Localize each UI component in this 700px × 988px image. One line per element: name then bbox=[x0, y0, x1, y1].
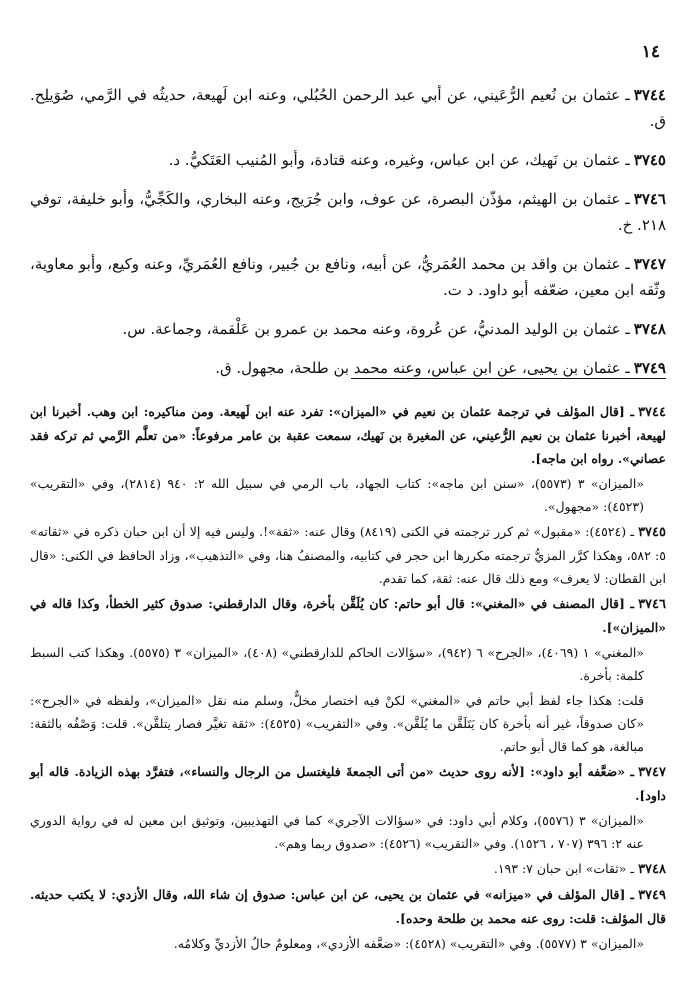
footnote-number: ٣٧٤٤ bbox=[638, 405, 666, 420]
entry-text: ـ عثمان بن الهيثم، مؤذّن البصرة، عن عوف، وابن جُرَيج، وعنه البخاري، والكَجِّيُّ، وأبو خليفة، توفي ٢١٨. خ. bbox=[30, 190, 666, 234]
footnote-3744 bbox=[30, 400, 666, 470]
entry-3744 bbox=[30, 82, 666, 134]
footnote-reference: «الميزان» ٣ (٥٥٧٣)، «سنن ابن ماجه»: كتاب الجهاد، باب الرمي في سبيل الله ٢: ٩٤٠ (٢٨١٤)، وفي «التقريب» (٤٥٢٣): «مجهول». bbox=[30, 476, 644, 514]
entry-text: ـ عثمان بن واقد بن محمد العُمَريُّ، عن أبيه، ونافع بن جُبير، ونافع العُمَريِّ، وعنه وكيع، وأبو معاوية، وثّقه ابن معين، ضعّفه أبو داود. د ت. bbox=[30, 255, 666, 299]
entry-number: ٣٧٤٨ bbox=[633, 320, 666, 338]
entry-text: ـ عثمان بن الوليد المدنيُّ، عن عُروة، وعنه محمد بن عمرو بن عَلْقمة، وجماعة. س. bbox=[122, 320, 630, 338]
entry-number: ٣٧٤٩ bbox=[633, 359, 666, 377]
entry-text: ـ عثمان بن نُعيم الرُّعَيني، عن أبي عبد الرحمن الحُبُلي، وعنه ابن لَهيعة، حديثُه في الرَّمي، صُوَيلِح. ق. bbox=[30, 86, 666, 130]
footnote-number: ٣٧٤٦ bbox=[638, 597, 666, 612]
entry-3748 bbox=[30, 316, 666, 342]
footnote-number: ٣٧٤٨ bbox=[638, 862, 666, 877]
footnote-3749 bbox=[30, 883, 666, 930]
footnote-text: ـ [قال المصنف في «المغني»: قال أبو حاتم: كان يُلَقَّن بأخرة، وقال الدارقطني: صدوق كثير الخطأ، وكذا قاله في «الميزان»]. bbox=[30, 596, 666, 635]
footnotes bbox=[30, 400, 666, 957]
footnote-text: ـ «ثقات» ابن حبان ٧: ١٩٣. bbox=[493, 861, 635, 876]
footnote-text: ـ [قال المؤلف في «ميزانه» في عثمان بن يحيى، عن ابن عباس: صدوق إن شاء الله، وقال الأزدي: لا يكتب حديثه. قال المؤلف: قلت: روى عنه محمد بن طلحة وحده]. bbox=[30, 887, 666, 926]
footnote-text: ـ «ضعَّفه أبو داود»: [لأنه روى حديث «من أتى الجمعةَ فليغتسل من الرجال والنساء»، فتفرَّد بهذه الزيادة. قاله أبو داود]. bbox=[30, 764, 666, 803]
footnote-divider bbox=[351, 378, 666, 379]
footnote-number: ٣٧٤٧ bbox=[638, 765, 666, 780]
entry-number: ٣٧٤٥ bbox=[633, 151, 666, 169]
page-number: ١٤ bbox=[641, 42, 660, 62]
entry-number: ٣٧٤٧ bbox=[633, 255, 666, 273]
footnote-reference: «المغني» ١ (٤٠٦٩)، «الجرح» ٦ (٩٤٢)، «سؤالات الحاكم للدارقطني» (٤٠٨)، «الميزان» ٣ (٥٥٧٥). وهكذا كتب السبط كلمة: بأخرة. bbox=[30, 645, 644, 683]
main-text bbox=[30, 82, 666, 394]
footnote-number: ٣٧٤٥ bbox=[638, 525, 666, 540]
entry-number: ٣٧٤٤ bbox=[633, 86, 666, 104]
footnote-3747 bbox=[30, 760, 666, 807]
footnote-text: ـ (٤٥٢٤): «مقبول» ثم كرر ترجمته في الكنى (٨٤١٩) وقال عنه: «ثقة»!. وليس فيه إلا أن ابن حبان ذكره في «ثقاته» ٥: ٥٨٢، وهكذا كرَّر المزيُّ ترجمته مكررها ابن حجر في كتابيه، والمصنفُ هنا، وفي «التذهيب»، وزاد الحافظ في الكنى: «قال ابن القطان: لا يعرف» ومع ذلك قال عنه: ثقة، كما تقدم. bbox=[30, 524, 666, 586]
entry-text: ـ عثمان بن نَهيك، عن ابن عباس، وغيره، وعنه قتادة، وأبو المُنيب العَتَكيُّ. د. bbox=[168, 151, 630, 169]
entry-3746 bbox=[30, 186, 666, 238]
footnote-3745 bbox=[30, 520, 666, 590]
entry-number: ٣٧٤٦ bbox=[633, 190, 666, 208]
footnote-reference: «الميزان» ٣ (٥٥٧٦)، وكلام أبي داود: في «سؤالات الآجري» كما في التهذيبين، وتوثيق ابن معين له في رواية الدوري عنه ٢: ٣٩٦ (٧٠٧ ، ١٥٢٦). وفي «التقريب» (٤٥٢٦): «صدوق ربما وهم». bbox=[30, 813, 645, 851]
footnote-comment: قلت: هكذا جاء لفظ أبي حاتم في «المغني» لكنْ فيه اختصار مخلٌّ، وسلم منه نقل «الميزان»، ولفظه في «الجرح»: «كان صدوقاً، غير أنه بأخرة كان يَتَلَقَّن ما يُلَقَّن». وفي «التقريب» (٤٥٢٥): «ثقة تغيَّر فصار يتلقَّن». قلت: وَصْفُه بالثقة: مبالغة، هو كما قال أبو حاتم. bbox=[30, 693, 644, 754]
entry-3745 bbox=[30, 147, 666, 173]
footnote-reference: «الميزان» ٣ (٥٥٧٧). وفي «التقريب» (٤٥٢٨): «ضعَّفه الأزدي»، ومعلومٌ حالُ الأزديِّ وكلامُه. bbox=[173, 936, 644, 951]
entry-text: ـ عثمان بن يحيى، عن ابن عباس، وعنه محمد بن طلحة، مجهول. ق. bbox=[215, 359, 630, 377]
footnote-3748 bbox=[30, 857, 666, 881]
footnote-3746 bbox=[30, 592, 666, 639]
entry-3747 bbox=[30, 251, 666, 303]
footnote-number: ٣٧٤٩ bbox=[638, 888, 666, 903]
footnote-text: ـ [قال المؤلف في ترجمة عثمان بن نعيم في «الميزان»: تفرد عنه ابن لَهيعة. ومن مناكيره: ابن وهب. أخبرنا ابن لهيعة، أخبرنا عثمان بن نعيم الرُّعيني، عن المغيرة بن نَهيك، سمعت عقبة بن عامر مرفوعاً: «من تعلَّم الرَّمي ثم تركه فقد عصاني». رواه ابن ماجه]. bbox=[30, 404, 666, 466]
